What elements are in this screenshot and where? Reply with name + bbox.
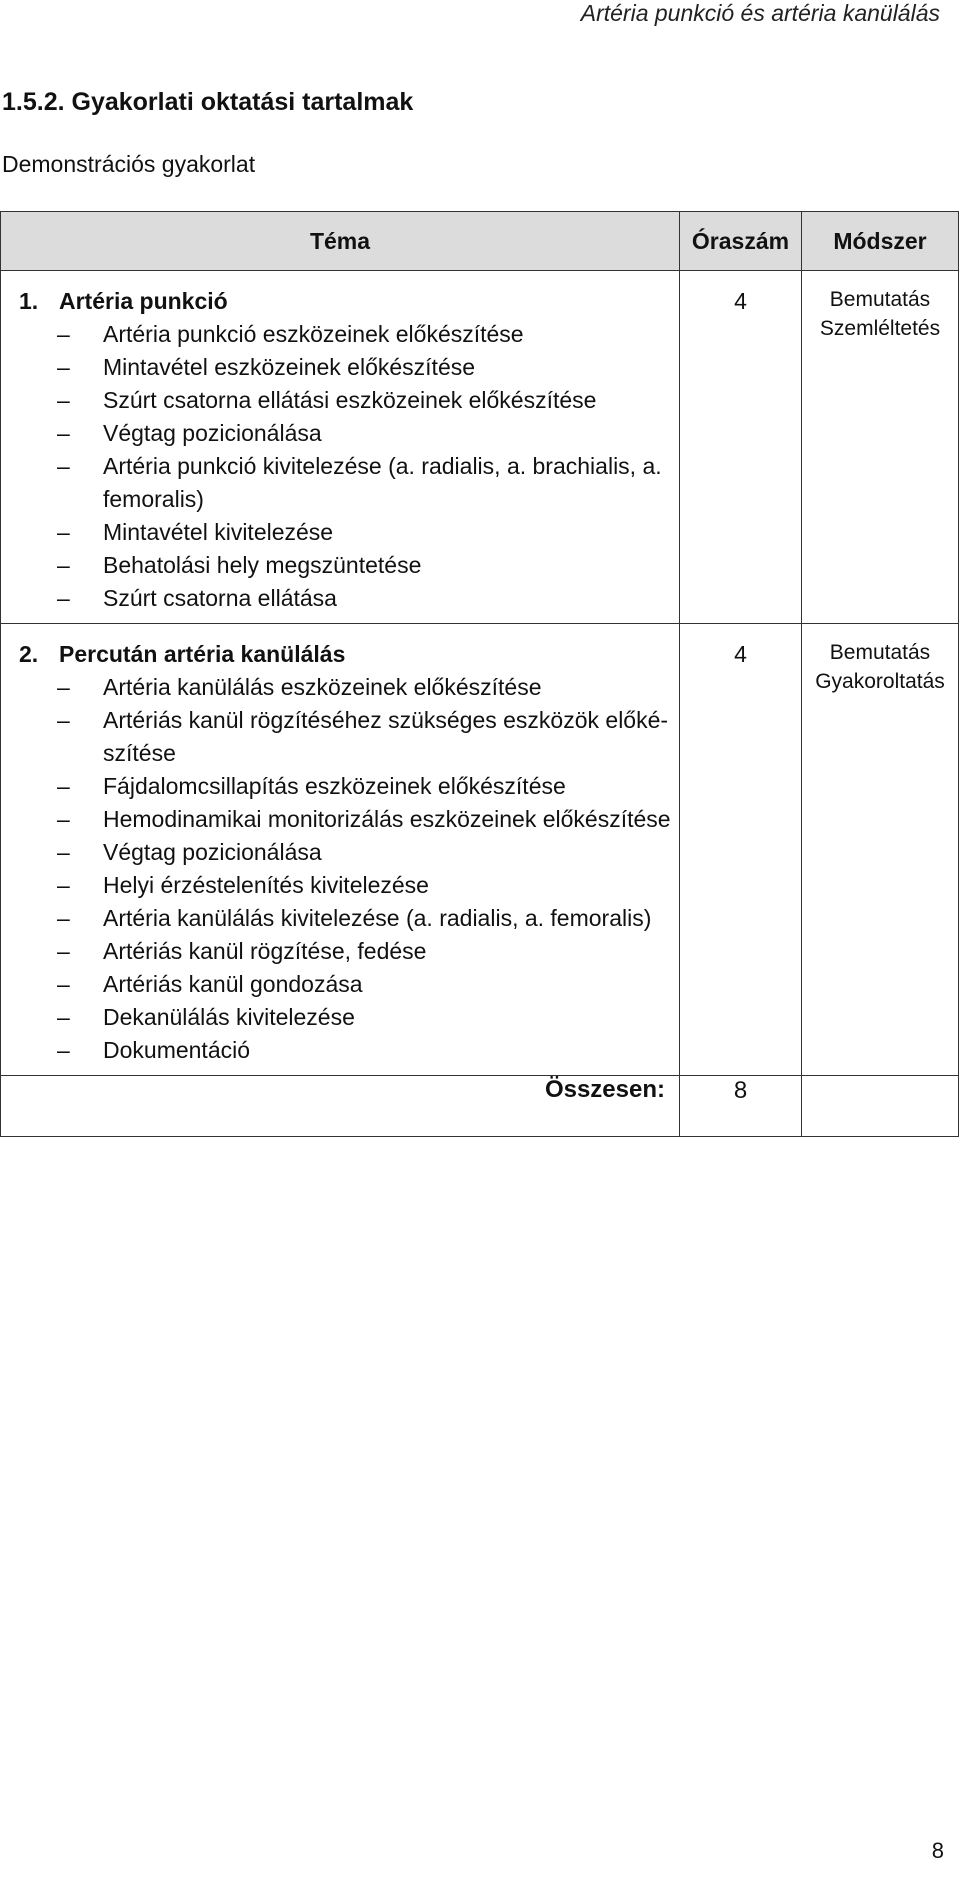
- method-label: Bemutatás: [829, 641, 931, 664]
- dash-marker: –: [57, 519, 70, 545]
- list-item: [19, 1034, 671, 1067]
- curriculum-table: [0, 211, 959, 1137]
- list-item-text: Artéria punkció eszközeinek előkészítése: [103, 321, 524, 347]
- dash-marker: –: [57, 938, 70, 964]
- list-item-text: Fájdalomcsillapítás eszközeinek előkészítése: [103, 773, 566, 799]
- list-item: [19, 417, 671, 450]
- table-header-row: [1, 212, 959, 271]
- list-item-text: Mintavétel eszközeinek előkészítése: [103, 354, 476, 380]
- dash-marker: –: [57, 806, 70, 832]
- list-item: [19, 582, 671, 615]
- list-item: [19, 869, 671, 902]
- list-item-text: Artériás kanül rögzítése, fedése: [103, 938, 427, 964]
- dash-marker: –: [57, 585, 70, 611]
- list-item-text: Mintavétel kivitelezése: [103, 519, 334, 545]
- dash-marker: –: [57, 420, 70, 446]
- hours-cell: 4: [680, 624, 802, 1076]
- list-item: [19, 1001, 671, 1034]
- list-item-text: Artéria kanülálás eszközeinek előkészítése: [103, 674, 542, 700]
- list-item: [19, 704, 671, 770]
- list-item-text: Helyi érzéstelenítés kivitelezése: [103, 872, 429, 898]
- list-item-text: Végtag pozicionálása: [103, 420, 322, 446]
- list-item: [19, 968, 671, 1001]
- list-item-text: Szúrt csatorna ellátása: [103, 585, 337, 611]
- page-number: 8: [931, 1838, 944, 1863]
- list-item: [19, 935, 671, 968]
- topic-item-list: [19, 318, 671, 615]
- method-cell: [802, 271, 959, 624]
- table-row: [1, 624, 959, 1076]
- dash-marker: –: [57, 773, 70, 799]
- total-label: Összesen:: [1, 1076, 680, 1137]
- list-item-text: Behatolási hely megszüntetése: [103, 552, 422, 578]
- list-item: [19, 450, 671, 516]
- topic-cell: [1, 624, 680, 1076]
- dash-marker: –: [57, 1004, 70, 1030]
- list-item-text: Artéria kanülálás kivitelezése (a. radialis, a. femoralis): [103, 905, 652, 931]
- list-item: [19, 770, 671, 803]
- topic-number: 2.: [19, 641, 39, 667]
- list-item: [19, 902, 671, 935]
- dash-marker: –: [57, 354, 70, 380]
- dash-marker: –: [57, 552, 70, 578]
- list-item: [19, 836, 671, 869]
- list-item-text: Dekanülálás kivitelezése: [103, 1004, 355, 1030]
- list-item-text: Artériás kanül gondozása: [103, 971, 363, 997]
- total-row: [1, 1076, 959, 1137]
- section-title: 1.5.2. Gyakorlati oktatási tartalmak: [2, 88, 414, 116]
- method-cell: [802, 624, 959, 1076]
- table-row: [1, 271, 959, 624]
- total-value: 8: [680, 1076, 802, 1137]
- dash-marker: –: [57, 872, 70, 898]
- total-method-empty: [802, 1076, 959, 1137]
- dash-marker: –: [57, 971, 70, 997]
- topic-title: Percután artéria kanülálás: [59, 641, 346, 667]
- running-header: Artéria punkció és artéria kanülálás: [580, 0, 940, 26]
- dash-marker: –: [57, 321, 70, 347]
- section-subtitle: Demonstrációs gyakorlat: [2, 151, 256, 177]
- dash-marker: –: [57, 453, 70, 479]
- column-header-method: Módszer: [802, 212, 959, 271]
- column-header-topic: Téma: [1, 212, 680, 271]
- dash-marker: –: [57, 707, 70, 733]
- topic-number: 1.: [19, 288, 39, 314]
- list-item-text: Szúrt csatorna ellátási eszközeinek előkészítése: [103, 387, 597, 413]
- list-item-text: Végtag pozicionálása: [103, 839, 322, 865]
- dash-marker: –: [57, 387, 70, 413]
- list-item: [19, 318, 671, 351]
- list-item-text: Hemodinamikai monitorizálás eszközeinek előkészítése: [103, 806, 671, 832]
- list-item: [19, 516, 671, 549]
- hours-cell: 4: [680, 271, 802, 624]
- list-item: [19, 384, 671, 417]
- dash-marker: –: [57, 674, 70, 700]
- topic-item-list: [19, 671, 671, 1067]
- topic-heading: [19, 638, 671, 671]
- method-label: Gyakoroltatás: [815, 670, 945, 693]
- topic-title: Artéria punkció: [59, 288, 228, 314]
- list-item-text: Dokumentáció: [103, 1037, 251, 1063]
- list-item: [19, 549, 671, 582]
- dash-marker: –: [57, 839, 70, 865]
- topic-heading: [19, 285, 671, 318]
- list-item: [19, 671, 671, 704]
- list-item: [19, 803, 671, 836]
- list-item: [19, 351, 671, 384]
- method-label: Bemutatás: [829, 288, 931, 311]
- column-header-hours: Óraszám: [680, 212, 802, 271]
- dash-marker: –: [57, 905, 70, 931]
- dash-marker: –: [57, 1037, 70, 1063]
- method-label: Szemléltetés: [819, 317, 941, 340]
- list-item-text: Artériás kanül rögzítéséhez szükséges eszközök előké-szítése: [103, 707, 669, 766]
- topic-cell: [1, 271, 680, 624]
- list-item-text: Artéria punkció kivitelezése (a. radialis, a. brachialis, a. femoralis): [103, 453, 662, 512]
